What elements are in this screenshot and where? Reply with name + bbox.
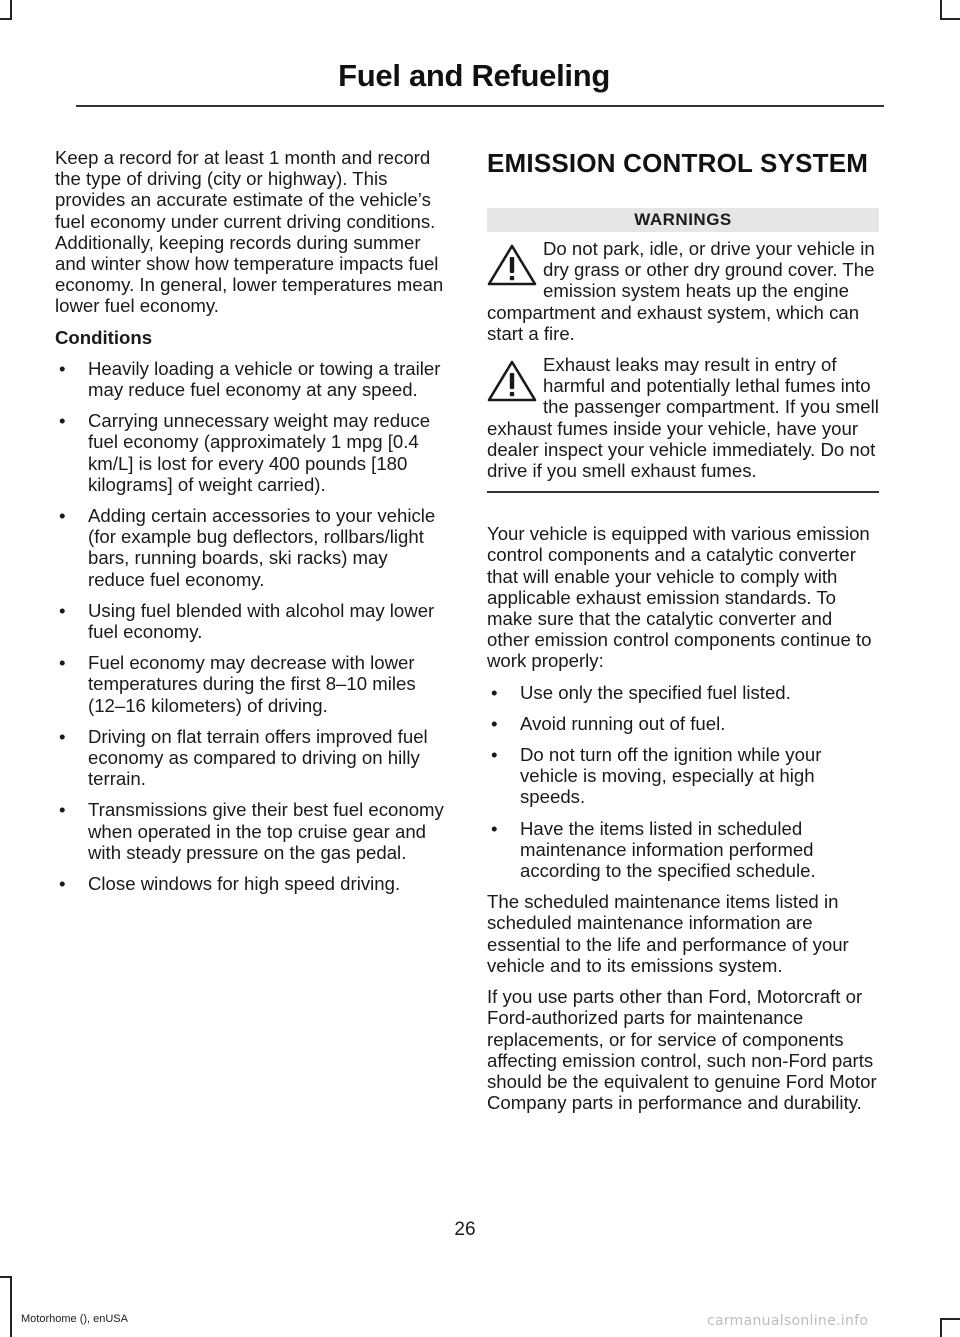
conditions-list [55,358,447,894]
watermark: carmanualsonline.info [707,1313,869,1329]
warning-block [487,238,879,344]
list-item: • Adding certain accessories to your vehicle (for example bug deflectors, rollbars/light bars, running boards, ski racks) may reduce fuel economy. [59,505,436,590]
list-item: • Use only the specified fuel listed. [491,681,791,703]
list-item: • Have the items listed in scheduled maintenance information performed according to the specified schedule. [491,817,816,882]
crop-mark [940,18,960,20]
list-item: • Avoid running out of fuel. [491,712,726,734]
list-item: • Close windows for high speed driving. [59,873,401,895]
list-item: • Fuel economy may decrease with lower temperatures during the first 8–10 miles (12–16 kilometers) of driving. [59,652,416,716]
bullet-icon: • [491,712,498,734]
crop-mark [10,1276,12,1337]
bullet-icon: • [491,681,498,703]
warning-text: Do not park, idle, or drive your vehicle in dry grass or other dry ground cover. The emission system heats up the engine compartment and exhaust system, which can start a fire. [487,238,875,344]
bullet-icon: • [491,744,498,766]
crop-mark [940,1318,960,1320]
left-column [55,147,447,904]
header-divider [76,105,884,107]
maintenance-paragraph: The scheduled maintenance items listed in scheduled maintenance information are essential to the life and performance of your vehicle and to its emissions system. [487,891,849,976]
warning-text: Exhaust leaks may result in entry of harmful and potentially lethal fumes into the passenger compartment. If you smell exhaust fumes inside your vehicle, have your dealer inspect your vehicle immediately. Do not drive if you smell exhaust fumes. [487,354,879,482]
warnings-divider [487,491,879,493]
bullet-icon: • [59,357,66,379]
list-item: • Carrying unnecessary weight may reduce fuel economy (approximately 1 mpg [0.4 km/L] is lost for every 400 pounds [180 kilograms] of weight carried). [59,410,431,495]
right-column [487,147,879,1123]
warning-block [487,354,879,481]
list-item: • Heavily loading a vehicle or towing a trailer may reduce fuel economy at any speed. [59,357,441,401]
bullet-icon: • [59,410,66,432]
emission-paragraph: Your vehicle is equipped with various emission control components and a catalytic converter that will enable your vehicle to comply with applicable exhaust emission standards. To make sure that the catalytic converter and other emission control components continue to work properly: [487,523,872,672]
bullet-icon: • [59,505,66,527]
list-item: • Do not turn off the ignition while your vehicle is moving, especially at high speeds. [491,744,822,808]
page-number: 26 [454,1219,476,1240]
warning-triangle-icon [487,244,537,286]
list-item: • Using fuel blended with alcohol may lower fuel economy. [59,599,435,643]
crop-mark [0,1276,12,1278]
document-id: Motorhome (), enUSA [21,1313,128,1325]
warning-triangle-icon [487,360,537,402]
section-heading: EMISSION CONTROL SYSTEM [487,148,869,178]
warnings-banner: WARNINGS [487,208,879,232]
bullet-icon: • [491,817,498,839]
intro-paragraph: Keep a record for at least 1 month and record the type of driving (city or highway). This provides an accurate estimate of the vehicle’s fuel economy under current driving conditions. Additionally, keeping records during summer and winter show how temperature impacts fuel economy. In general, lower temperatures mean lower fuel economy. [55,147,444,317]
bullet-icon: • [59,652,66,674]
crop-mark [0,18,12,20]
crop-mark [10,0,12,19]
crop-mark [940,0,942,19]
crop-mark [940,1318,942,1337]
bullet-icon: • [59,873,66,895]
page-title: Fuel and Refueling [338,58,610,93]
emission-list [487,682,879,882]
list-item: • Driving on flat terrain offers improved fuel economy as compared to driving on hilly terrain. [59,725,428,790]
bullet-icon: • [59,799,66,821]
list-item: • Transmissions give their best fuel economy when operated in the top cruise gear and with steady pressure on the gas pedal. [59,799,444,863]
bullet-icon: • [59,725,66,747]
conditions-heading: Conditions [55,326,153,348]
parts-paragraph: If you use parts other than Ford, Motorcraft or Ford-authorized parts for maintenance replacements, or for service of components affecting emission control, such non-Ford parts should be the equivalent to genuine Ford Motor Company parts in performance and durability. [487,986,877,1114]
bullet-icon: • [59,599,66,621]
